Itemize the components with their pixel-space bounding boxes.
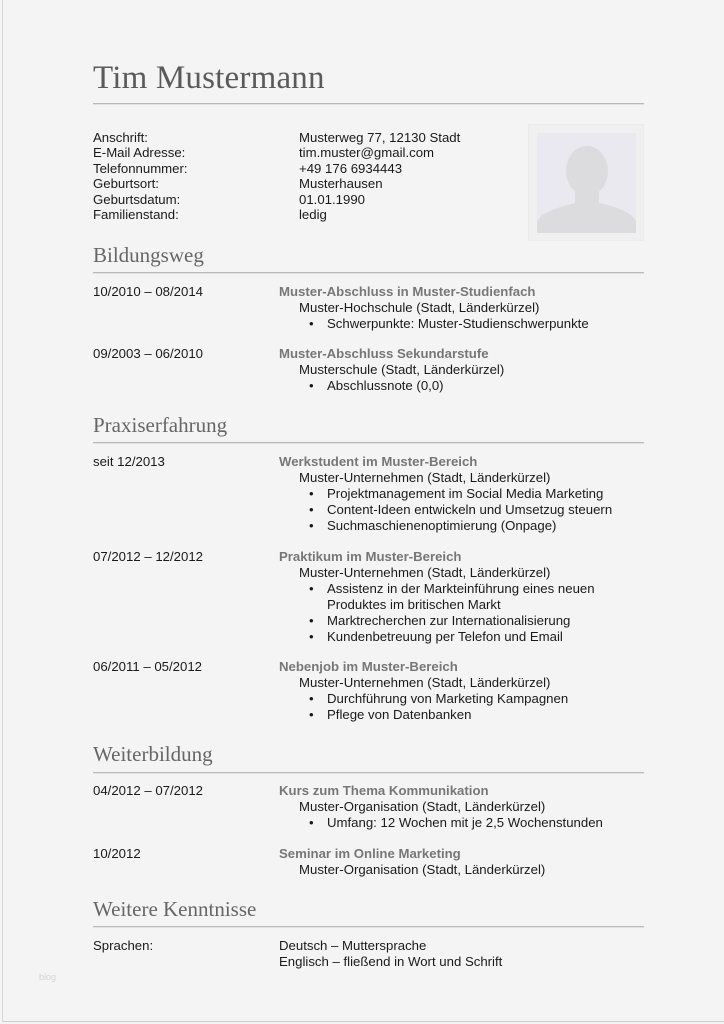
entry-bullets <box>299 581 629 645</box>
languages-label: Sprachen: <box>93 938 154 953</box>
personal-row-address <box>93 130 460 145</box>
section-title-further-education: Weiterbildung <box>93 742 213 766</box>
value: ledig <box>299 207 327 223</box>
divider <box>93 103 644 104</box>
entry-title: Werkstudent im Muster-Bereich <box>279 454 478 469</box>
personal-row-phone <box>93 161 460 176</box>
entry-organization: Muster-Organisation (Stadt, Länderkürzel) <box>299 862 546 877</box>
personal-row-birthplace <box>93 176 460 191</box>
personal-row-email <box>93 145 460 160</box>
personal-info <box>93 130 460 222</box>
bullet-item: • Suchmaschienenoptimierung (Onpage) <box>299 518 629 534</box>
bullet-item: • Umfang: 12 Wochen mit je 2,5 Wochenstunden <box>299 815 629 831</box>
bullet-item: • Kundenbetreuung per Telefon und Email <box>299 629 629 645</box>
value: Musterweg 77, 12130 Stadt <box>299 130 461 145</box>
personal-row-birthdate <box>93 192 460 207</box>
divider <box>93 272 644 273</box>
bullet-item: • Content-Ideen entwickeln und Umsetzug steuern <box>299 502 629 518</box>
entry-bullets <box>299 486 629 534</box>
entry-organization: Muster-Unternehmen (Stadt, Länderkürzel) <box>299 565 551 580</box>
entry-date: 10/2010 – 08/2014 <box>93 284 204 299</box>
section-title-skills: Weitere Kenntnisse <box>93 897 257 921</box>
bullet-item: • Marktrecherchen zur Internationalisierung <box>299 613 629 629</box>
entry-organization: Muster-Organisation (Stadt, Länderkürzel) <box>299 799 546 814</box>
person-silhouette-icon <box>537 133 636 233</box>
entry-organization: Musterschule (Stadt, Länderkürzel) <box>299 362 505 377</box>
divider <box>93 772 644 773</box>
entry-bullets <box>299 691 629 723</box>
label: Telefonnummer: <box>93 160 188 176</box>
label: Familienstand: <box>93 207 179 223</box>
entry-title: Kurs zum Thema Kommunikation <box>279 783 489 798</box>
bullet-item: • Abschlussnote (0,0) <box>299 378 629 394</box>
label: Anschrift: <box>93 130 148 145</box>
value: +49 176 6934443 <box>299 160 403 176</box>
entry-date: 06/2011 – 05/2012 <box>93 659 203 674</box>
entry-title: Muster-Abschluss in Muster-Studienfach <box>279 284 536 299</box>
entry-bullets <box>299 316 629 332</box>
entry-date: 10/2012 <box>93 846 141 861</box>
entry-title: Muster-Abschluss Sekundarstufe <box>279 346 489 361</box>
entry-date: 09/2003 – 06/2010 <box>93 346 204 361</box>
label: Geburtsdatum: <box>93 191 181 207</box>
personal-row-marital-status <box>93 207 460 222</box>
entry-title: Nebenjob im Muster-Bereich <box>279 659 458 674</box>
languages-values <box>279 938 502 970</box>
entry-date: 07/2012 – 12/2012 <box>93 549 204 564</box>
section-title-education: Bildungsweg <box>93 243 204 267</box>
profile-photo <box>528 124 644 241</box>
entry-bullets <box>299 815 629 831</box>
section-title-experience: Praxiserfahrung <box>93 413 228 437</box>
language-item: Deutsch – Muttersprache <box>279 938 427 953</box>
entry-organization: Muster-Unternehmen (Stadt, Länderkürzel) <box>299 675 551 690</box>
value: Musterhausen <box>299 176 383 192</box>
bullet-item: • Projektmanagement im Social Media Marketing <box>299 486 629 502</box>
entry-organization: Muster-Hochschule (Stadt, Länderkürzel) <box>299 300 540 315</box>
label: E-Mail Adresse: <box>93 145 186 161</box>
divider <box>93 926 644 927</box>
value: tim.muster@gmail.com <box>299 145 435 161</box>
entry-organization: Muster-Unternehmen (Stadt, Länderkürzel) <box>299 470 551 485</box>
divider <box>93 442 644 443</box>
language-item: Englisch – fließend in Wort und Schrift <box>279 954 503 969</box>
watermark: blog <box>39 972 57 982</box>
entry-title: Seminar im Online Marketing <box>279 846 461 861</box>
label: Geburtsort: <box>93 176 159 192</box>
entry-bullets <box>299 378 629 394</box>
bullet-item: • Assistenz in der Markteinführung eines neuen Produktes im britischen Markt <box>299 581 609 613</box>
value: 01.01.1990 <box>299 191 366 207</box>
bullet-item: • Pflege von Datenbanken <box>299 707 629 723</box>
bullet-item: • Durchführung von Marketing Kampagnen <box>299 691 629 707</box>
bullet-item: • Schwerpunkte: Muster-Studienschwerpunkte <box>299 316 629 332</box>
entry-title: Praktikum im Muster-Bereich <box>279 549 462 564</box>
page-title: Tim Mustermann <box>93 60 325 96</box>
entry-date: seit 12/2013 <box>93 454 165 469</box>
entry-date: 04/2012 – 07/2012 <box>93 783 204 798</box>
